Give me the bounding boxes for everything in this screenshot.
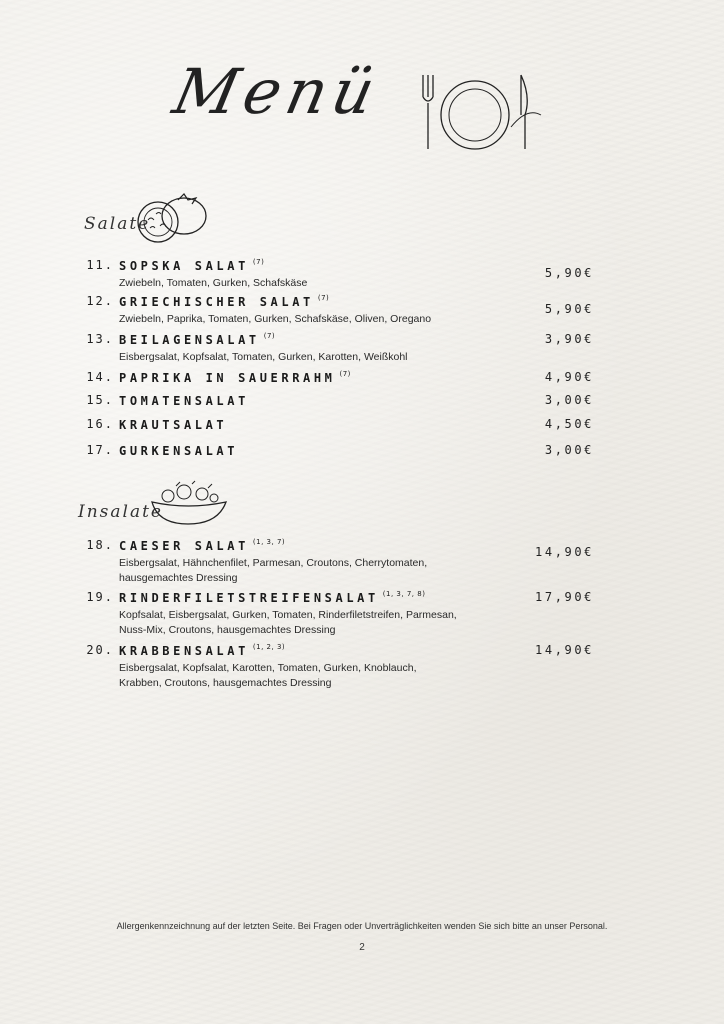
item-price: 14,90€ [535,643,594,657]
item-number: 12. [86,294,114,308]
item-name-text: KRABBENSALAT [119,644,249,658]
item-price: 5,90€ [544,266,594,280]
item-description: Kopfsalat, Eisbergsalat, Gurken, Tomaten, Rinderfiletstreifen, Parmesan, Nuss-Mix, Croutons, hausgemachtes Dressing [119,609,457,636]
item-price: 14,90€ [535,545,594,559]
item-price: 3,00€ [544,393,594,407]
allergen-codes: (7) [339,370,351,378]
item-description: Zwiebeln, Tomaten, Gurken, Schafskäse [119,277,308,289]
item-name-text: GURKENSALAT [119,444,239,458]
allergen-codes: (1, 2, 3) [252,643,286,651]
item-price: 4,50€ [544,417,594,431]
tomato-icon [134,190,212,248]
item-number: 16. [86,417,114,431]
salad-bowl-icon [148,480,230,526]
item-number: 19. [86,590,114,604]
item-description: Eisbergsalat, Kopfsalat, Tomaten, Gurken, Karotten, Weißkohl [119,351,408,363]
item-description: Eisbergsalat, Kopfsalat, Karotten, Tomaten, Gurken, Knoblauch, Krabben, Croutons, hausgemachtes Dressing [119,662,417,689]
item-name [119,443,242,458]
menu-title [167,55,555,155]
section-label: Salate [84,214,151,234]
item-name-text: SOPSKA SALAT [119,259,249,273]
allergen-codes: (1, 3, 7) [252,538,286,546]
allergen-codes: (7) [263,332,276,340]
item-name-text: BEILAGENSALAT [119,333,260,347]
menu-title-text: Menü [167,55,387,128]
item-description: Eisbergsalat, Hähnchenfilet, Parmesan, Croutons, Cherrytomaten, hausgemachtes Dressing [119,557,428,584]
item-description: Zwiebeln, Paprika, Tomaten, Gurken, Schafskäse, Oliven, Oregano [119,313,432,325]
item-name-text: RINDERFILETSTREIFENSALAT [119,591,379,605]
item-number: 15. [86,393,114,407]
item-name [119,643,285,658]
section-label: Insalate [78,502,163,522]
allergen-codes: (7) [317,294,330,302]
item-price: 3,00€ [544,443,594,457]
item-name [119,258,264,273]
item-price: 5,90€ [544,302,594,316]
item-price: 4,90€ [544,370,594,384]
item-name [119,393,253,408]
item-number: 17. [86,443,114,457]
item-price: 17,90€ [535,590,594,604]
item-name [119,417,231,432]
item-number: 18. [86,538,114,552]
item-number: 14. [86,370,114,384]
item-name-text: PAPRIKA IN SAUERRAHM [119,371,336,385]
item-name [119,294,329,309]
item-name [119,538,285,553]
allergen-note: Allergenkennzeichnung auf der letzten Seite. Bei Fragen oder Unverträglichkeiten wenden Sie sich bitte an unser Personal. [116,921,608,931]
allergen-codes: (7) [252,258,265,266]
item-name [119,590,425,605]
item-number: 20. [86,643,114,657]
fork-plate-knife-icon [415,67,545,157]
item-price: 3,90€ [544,332,594,346]
item-name-text: TOMATENSALAT [119,394,249,408]
item-name-text: GRIECHISCHER SALAT [119,295,314,309]
item-name-text: CAESER SALAT [119,539,249,553]
item-name [119,332,275,347]
page-number: 2 [359,942,365,953]
allergen-codes: (1, 3, 7, 8) [382,590,426,598]
item-name-text: KRAUTSALAT [119,418,228,432]
item-number: 11. [86,258,114,272]
item-number: 13. [86,332,114,346]
item-name [119,370,351,385]
